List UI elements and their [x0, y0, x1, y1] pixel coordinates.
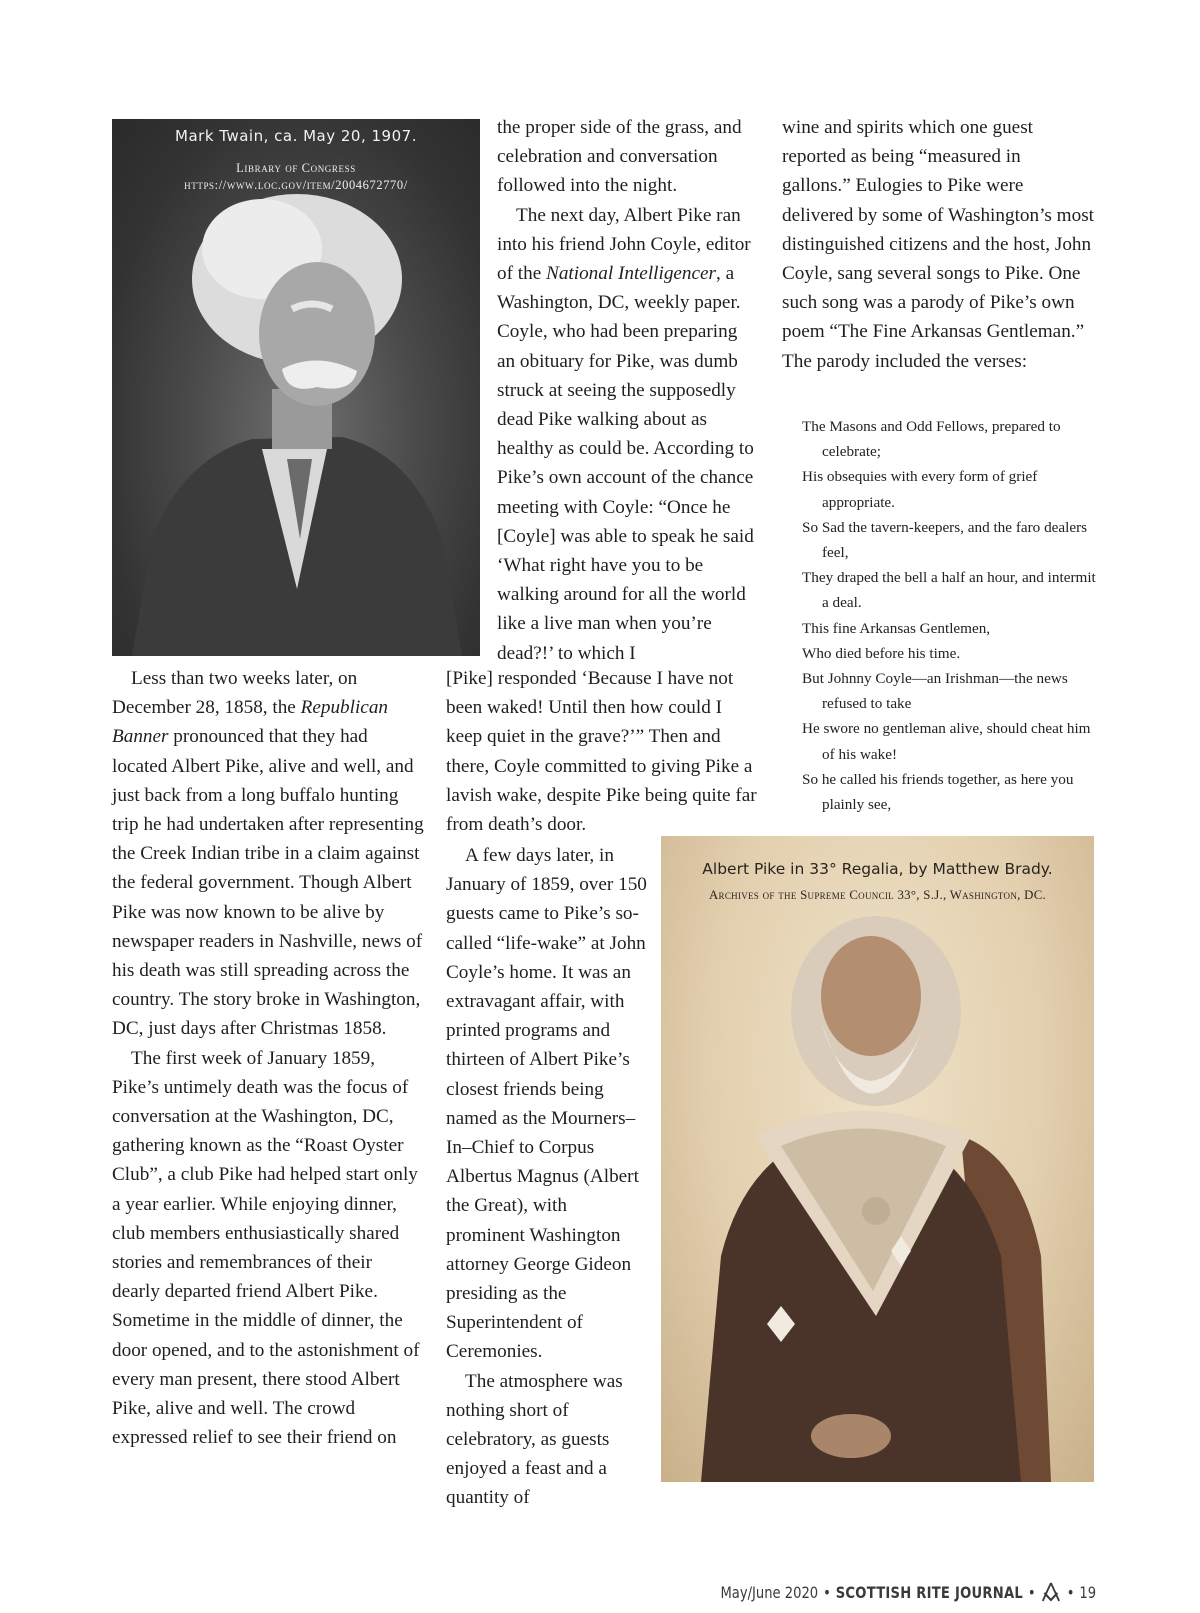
poem-line: This fine Arkansas Gentlemen, — [802, 619, 991, 637]
pike-photo-caption: Albert Pike in 33° Regalia, by Matthew Brady. — [702, 860, 1053, 878]
column-2-middle — [446, 664, 760, 839]
albert-pike-portrait — [661, 836, 1094, 1482]
column-1 — [112, 664, 424, 1452]
page-footer — [720, 1582, 1096, 1602]
footer-journal-name: SCOTTISH RITE JOURNAL — [835, 1582, 1023, 1602]
albert-pike-photo — [661, 836, 1094, 1482]
footer-issue: May/June 2020 — [720, 1582, 819, 1602]
mark-twain-photo — [112, 119, 480, 656]
col2-p2-text-b: , a Washington, DC, weekly paper. Coyle, who had been preparing an obituary for Pike, was dumb struck at seeing the supposedly dead Pike walking about as healthy as could be. According to Pike’s own account of the chance meeting with Coyle: “Once he [Coyle] was able to speak he said ‘What right have you to be walking around for all the world like a live man when you’re dead?!’ to which I — [497, 263, 754, 664]
col1-paragraph-1 — [112, 664, 424, 1044]
poem-line: But Johnny Coyle—an Irishman—the news refused to take — [802, 670, 1068, 713]
footer-separator: • — [1066, 1582, 1075, 1602]
twain-credit-line1: Library of Congress — [236, 161, 356, 175]
col2-paragraph-5: The atmosphere was nothing short of celebratory, as guests enjoyed a feast and a quantity of — [446, 1370, 623, 1509]
col2-p2-text-a: The next day, Albert Pike ran into his friend John Coyle, editor of the — [497, 204, 751, 285]
mark-twain-portrait — [112, 119, 480, 656]
footer-separator: • — [1027, 1582, 1036, 1602]
footer-separator: • — [822, 1582, 831, 1602]
column-3 — [782, 113, 1094, 376]
column-2-bottom — [446, 841, 648, 1513]
col1-paragraph-2: The first week of January 1859, Pike’s untimely death was the focus of conversation at the Washington, DC, gathering known as the “Roast Oyster Club”, a club Pike had helped start only a year earlier. While enjoying dinner, club members enthusiastically shared stories and remembrances of their dearly departed friend Albert Pike. Sometime in the middle of dinner, the door opened, and to the astonishment of every man present, there stood Albert Pike, alive and well. The crowd expressed relief to see their friend on — [112, 1047, 420, 1449]
col1-p1-text-a: Less than two weeks later, on December 28, 1858, the — [112, 668, 358, 719]
col3-paragraph-1: wine and spirits which one guest reported as being “measured in gallons.” Eulogies to Pike were delivered by some of Washington’s most distinguished citizens and the host, John Coyle, sang several songs to Pike. One such song was a parody of Pike’s own poem “The Fine Arkansas Gentleman.” The parody included the verses: — [782, 117, 1094, 372]
poem-line: So he called his friends together, as here you plainly see, — [802, 770, 1074, 814]
poem-line: They draped the bell a half an hour, and intermit a deal. — [802, 569, 1096, 612]
poem-line: Who died before his time. — [802, 644, 961, 662]
col2-paragraph-4: A few days later, in January of 1859, over 150 guests came to Pike’s so-called “life-wake” at John Coyle’s home. It was an extravagant affair, with printed programs and thirteen of Albert Pike’s closest friends being named as the Mourners–In–Chief to Corpus Albertus Magnus (Albert the Great), with prominent Washington attorney George Gideon presiding as the Superintendent of Ceremonies. — [446, 845, 647, 1363]
col2-paragraph-2 — [497, 201, 759, 668]
parody-poem — [802, 414, 1102, 817]
col2-paragraph-1: the proper side of the grass, and celebration and conversation followed into the night. — [497, 117, 742, 197]
square-compass-emblem-icon — [1040, 1582, 1061, 1602]
col2-p2-italic: National Intelligencer — [546, 263, 717, 285]
footer-page-number: 19 — [1079, 1582, 1096, 1602]
poem-line: The Masons and Odd Fellows, prepared to celebrate; — [802, 418, 1061, 461]
pike-photo-credit: Archives of the Supreme Council 33°, S.J., Washington, DC. — [708, 888, 1047, 902]
column-2-top — [497, 113, 759, 668]
twain-photo-caption: Mark Twain, ca. May 20, 1907. — [175, 127, 417, 145]
col2-paragraph-3: [Pike] responded ‘Because I have not been waked! Until then how could I keep quiet in the grave?’” Then and there, Coyle committed to giving Pike a lavish wake, despite Pike being quite far from death’s door. — [446, 668, 757, 836]
col1-p1-text-b: pronounced that they had located Albert Pike, alive and well, and just back from a long buffalo hunting trip he had undertaken after representing the Creek Indian tribe in a claim against the federal government. Though Albert Pike was now known to be alive by newspaper readers in Nashville, news of his death was still spreading across the country. The story broke in Washington, DC, just days after Christmas 1858. — [112, 726, 424, 1040]
poem-line: He swore no gentleman alive, should cheat him of his wake! — [802, 720, 1091, 763]
twain-photo-credit — [112, 160, 480, 194]
col1-p1-italic: Republican Banner — [112, 697, 389, 748]
poem-line: So Sad the tavern-keepers, and the faro dealers feel, — [802, 518, 1088, 562]
poem-line: His obsequies with every form of grief appropriate. — [802, 468, 1038, 511]
twain-credit-line2: https://www.loc.gov/item/2004672770/ — [184, 178, 408, 192]
